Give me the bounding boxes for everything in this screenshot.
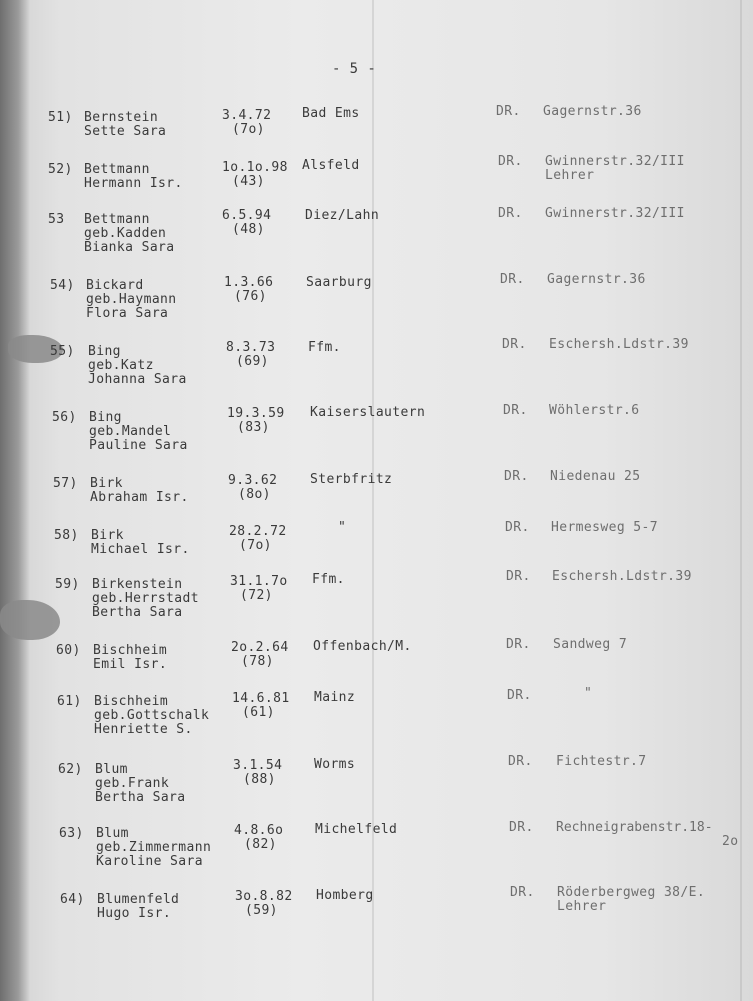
entry-address: Sandweg 7 [553, 637, 628, 652]
entry-address: Eschersh.Ldstr.39 [552, 569, 692, 584]
entry-age: (48) [232, 222, 265, 237]
entry-surname: Blum [96, 826, 129, 841]
entry-number: 58) [54, 528, 79, 543]
entry-birthplace: Worms [314, 757, 356, 772]
entry-surname: Birkenstein [92, 577, 183, 592]
entry-given-name: Bertha Sara [92, 605, 183, 620]
entry-age: (78) [241, 654, 274, 669]
entry-surname: Blum [95, 762, 128, 777]
entry-age: (69) [236, 354, 269, 369]
entry-birth-date: 9.3.62 [228, 473, 278, 488]
entry-surname: Bischheim [93, 643, 168, 658]
entry-birthplace: Alsfeld [302, 158, 360, 173]
entry-number: 52) [48, 162, 73, 177]
entry-surname: Birk [90, 476, 123, 491]
entry-maiden-name: geb.Gottschalk [94, 708, 210, 723]
entry-birth-date: 31.1.7o [230, 574, 288, 589]
entry-age: (7o) [232, 122, 265, 137]
entry-given-name: Hermann Isr. [84, 176, 183, 191]
entry-given-name: Sette Sara [84, 124, 167, 139]
entry-number: 55) [50, 344, 75, 359]
entry-number: 56) [52, 410, 77, 425]
entry-birthplace: Sterbfritz [310, 472, 393, 487]
entry-given-name: Bertha Sara [95, 790, 186, 805]
entry-code: DR. [503, 403, 528, 418]
entry-surname: Bettmann [84, 162, 150, 177]
entry-age: (82) [244, 837, 277, 852]
entry-age: (83) [237, 420, 270, 435]
entry-number: 51) [48, 110, 73, 125]
entry-code: DR. [500, 272, 525, 287]
entry-surname: Bernstein [84, 110, 159, 125]
entry-surname: Bing [89, 410, 122, 425]
entry-given-name: Pauline Sara [89, 438, 188, 453]
entry-address: " [584, 686, 593, 701]
entry-code: DR. [508, 754, 533, 769]
entry-code: DR. [507, 688, 532, 703]
entry-birthplace: Mainz [314, 690, 356, 705]
fold-line [372, 0, 374, 1001]
entry-code: DR. [504, 469, 529, 484]
entry-birthplace: Bad Ems [302, 106, 360, 121]
entry-code: DR. [506, 569, 531, 584]
entry-birthplace: Kaiserslautern [310, 405, 426, 420]
entry-address: Gagernstr.36 [543, 104, 642, 119]
entry-age: (72) [240, 588, 273, 603]
entry-address: Gwinnerstr.32/III [545, 154, 685, 169]
fold-line [740, 0, 742, 1001]
entry-given-name: Karoline Sara [96, 854, 203, 869]
entry-number: 61) [57, 694, 82, 709]
entry-birthplace: Ffm. [312, 572, 345, 587]
entry-birth-date: 2o.2.64 [231, 640, 289, 655]
entry-birthplace: Homberg [316, 888, 374, 903]
entry-surname: Bischheim [94, 694, 169, 709]
entry-birthplace: Ffm. [308, 340, 341, 355]
entry-number: 63) [59, 826, 84, 841]
entry-address-continued: 2o [722, 834, 739, 849]
entry-birth-date: 3o.8.82 [235, 889, 293, 904]
entry-maiden-name: geb.Katz [88, 358, 154, 373]
entry-code: DR. [506, 637, 531, 652]
entry-birth-date: 19.3.59 [227, 406, 285, 421]
entry-surname: Blumenfeld [97, 892, 180, 907]
entry-age: (76) [234, 289, 267, 304]
entry-given-name: Michael Isr. [91, 542, 190, 557]
entry-code: DR. [505, 520, 530, 535]
entry-address: Eschersh.Ldstr.39 [549, 337, 689, 352]
entry-address: Niedenau 25 [550, 469, 641, 484]
entry-age: (7o) [239, 538, 272, 553]
entry-maiden-name: geb.Herrstadt [92, 591, 199, 606]
entry-number: 57) [53, 476, 78, 491]
page-edge-shadow [0, 0, 30, 1001]
entry-code: DR. [502, 337, 527, 352]
entry-occupation: Lehrer [545, 168, 595, 183]
entry-code: DR. [498, 206, 523, 221]
entry-surname: Bettmann [84, 212, 150, 227]
entry-given-name: Henriette S. [94, 722, 193, 737]
entry-age: (8o) [238, 487, 271, 502]
entry-code: DR. [509, 820, 534, 835]
entry-maiden-name: geb.Zimmermann [96, 840, 212, 855]
entry-number: 59) [55, 577, 80, 592]
entry-age: (88) [243, 772, 276, 787]
entry-surname: Birk [91, 528, 124, 543]
paper-tear [0, 600, 60, 640]
entry-address: Wöhlerstr.6 [549, 403, 640, 418]
entry-birth-date: 28.2.72 [229, 524, 287, 539]
entry-maiden-name: geb.Mandel [89, 424, 172, 439]
entry-occupation: Lehrer [557, 899, 607, 914]
entry-address: Gwinnerstr.32/III [545, 206, 685, 221]
entry-maiden-name: geb.Kadden [84, 226, 167, 241]
entry-code: DR. [496, 104, 521, 119]
entry-birth-date: 4.8.6o [234, 823, 284, 838]
entry-code: DR. [498, 154, 523, 169]
entry-number: 53 [48, 212, 65, 227]
entry-number: 60) [56, 643, 81, 658]
entry-address: Rechneigrabenstr.18- [556, 820, 713, 835]
entry-birthplace: Saarburg [306, 275, 372, 290]
entry-number: 54) [50, 278, 75, 293]
entry-number: 62) [58, 762, 83, 777]
entry-surname: Bing [88, 344, 121, 359]
entry-address: Hermesweg 5-7 [551, 520, 658, 535]
entry-birth-date: 14.6.81 [232, 691, 290, 706]
entry-address: Gagernstr.36 [547, 272, 646, 287]
entry-given-name: Hugo Isr. [97, 906, 172, 921]
entry-birth-date: 1o.1o.98 [222, 160, 288, 175]
entry-surname: Bickard [86, 278, 144, 293]
entry-birth-date: 3.4.72 [222, 108, 272, 123]
entry-birthplace: " [338, 520, 347, 535]
entry-given-name: Flora Sara [86, 306, 169, 321]
entry-given-name: Abraham Isr. [90, 490, 189, 505]
entry-birth-date: 3.1.54 [233, 758, 283, 773]
entry-birth-date: 1.3.66 [224, 275, 274, 290]
entry-maiden-name: geb.Frank [95, 776, 170, 791]
entry-given-name: Emil Isr. [93, 657, 168, 672]
entry-address: Röderbergweg 38/E. [557, 885, 706, 900]
entry-code: DR. [510, 885, 535, 900]
entry-age: (43) [232, 174, 265, 189]
entry-address: Fichtestr.7 [556, 754, 647, 769]
entry-given-name: Johanna Sara [88, 372, 187, 387]
entry-birthplace: Offenbach/M. [313, 639, 412, 654]
entry-maiden-name: geb.Haymann [86, 292, 177, 307]
entry-given-name: Bianka Sara [84, 240, 175, 255]
entry-birth-date: 6.5.94 [222, 208, 272, 223]
entry-age: (59) [245, 903, 278, 918]
entry-birthplace: Michelfeld [315, 822, 398, 837]
page-number: - 5 - [332, 61, 377, 77]
entry-birth-date: 8.3.73 [226, 340, 276, 355]
entry-age: (61) [242, 705, 275, 720]
entry-birthplace: Diez/Lahn [305, 208, 380, 223]
entry-number: 64) [60, 892, 85, 907]
